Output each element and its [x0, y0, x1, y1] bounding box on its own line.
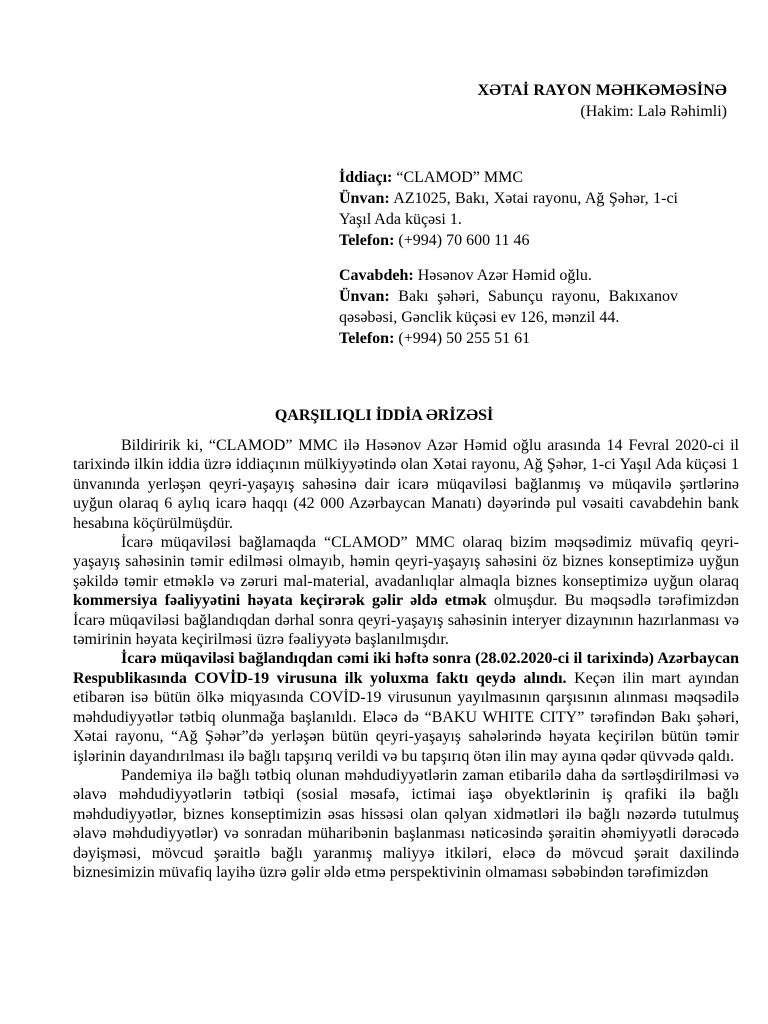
plaintiff-name-line [339, 167, 678, 188]
plaintiff-address-label: Ünvan: [339, 190, 390, 207]
judge-name: (Hakim: Lalə Rəhimli) [580, 103, 727, 120]
court-header [478, 80, 728, 122]
plaintiff-address-line [339, 188, 678, 230]
court-name: XƏTAİ RAYON MƏHKƏMƏSİNƏ [477, 82, 727, 99]
defendant-name: Həsənov Azər Həmid oğlu. [413, 267, 592, 284]
defendant-address: Bakı şəhəri, Sabunçu rayonu, Bakıxanov qəsəbəsi, Gənclik küçəsi ev 126, mənzil 44. [339, 288, 678, 326]
plaintiff-address: AZ1025, Bakı, Xətai rayonu, Ağ Şəhər, 1-ci Yaşıl Ada küçəsi 1. [339, 190, 678, 228]
paragraph-3-emphasis: İcarə müqaviləsi bağlandıqdan cəmi iki həftə sonra (28.02.2020-ci il tarixində) Azərbaycan Respublikasında COVİD-19 virusuna ilk yoluxma faktı qeydə alındı. [73, 650, 739, 687]
defendant-phone: (+994) 50 255 51 61 [394, 330, 531, 347]
defendant-name-line [339, 265, 678, 286]
paragraph-2-text-b: olmuşdur. Bu məqsədlə tərəfimizdən İcarə müqaviləsi bağlandıqdan dərhal sonra qeyri-yaşayış sahəsinin interyer dizaynının hazırlanması və təmirinin həyata keçirilməsi üzrə fəaliyyətə başlanılmışdır. [73, 592, 740, 649]
plaintiff-label: İddiaçı: [339, 169, 393, 186]
paragraph-4: Pandemiya ilə bağlı tətbiq olunan məhdudiyyətlərin zaman etibarilə daha da sərtləşdirilməsi və əlavə məhdudiyyətlərin tətbiqi (sosial məsafə, ictimai iaşə obyektlərinin iş qrafiki ilə bağlı məhdudiyyətlər, biznes konseptimizin əsas hissəsi olan qəlyan xidmətləri ilə bağlı nəzərdə tutulmuş əlavə məhdudiyyətlər) və sonradan müharibənin başlanması nəticəsində şəraitin əhəmiyyətli dərəcədə dəyişməsi, mövcud şəraitlə bağlı yaranmış maliyyə itkiləri, eləcə də mövcud şərait daxilində biznesimizin müvafiq layihə üzrə gəlir əldə etmə perspektivinin olmaması səbəbindən tərəfimizdən [73, 766, 739, 881]
defendant-address-line [339, 286, 678, 328]
defendant-phone-line [339, 328, 678, 349]
paragraph-2-text-a: İcarə müqaviləsi bağlamaqda “CLAMOD” MMC olaraq bizim məqsədimiz müvafiq qeyri-yaşayış sahəsinin təmir edilməsi olmayıb, həmin qeyri-yaşayış sahəsini öz biznes konseptimizə uyğun şəkildə təmir etməklə və zəruri mal-material, avadanlıqlar almaqla biznes konseptimizə uyğun olaraq [73, 534, 739, 590]
defendant-label: Cavabdeh: [339, 267, 414, 284]
plaintiff-phone: (+994) 70 600 11 46 [394, 232, 530, 249]
plaintiff-phone-label: Telefon: [339, 232, 395, 249]
paragraph-3-text: Keçən ilin mart ayından etibarən isə bütün ölkə miqyasında COVİD-19 virusunun yayılmasının qarşısının alınması məqsədilə məhdudiyyətlər tətbiq olunmağa başlanıldı. Eləcə də “BAKU WHITE CITY” tərəfindən Bakı şəhəri, Xətai rayonu, “Ağ Şəhər”də yerləşən bütün qeyri-yaşayış sahələrində həyata keçirilən bütün təmir işlərinin dayandırılması ilə bağlı tapşırıq verildi və bu tapşırıq ötən ilin may ayına qədər qüvvədə qaldı. [73, 669, 740, 765]
document-body [73, 436, 739, 882]
plaintiff-phone-line [339, 230, 678, 251]
document-title: QARŞILIQLI İDDİA ƏRİZƏSİ [274, 407, 494, 424]
plaintiff-block [339, 167, 678, 251]
defendant-address-label: Ünvan: [339, 288, 390, 305]
paragraph-1: Bildiririk ki, “CLAMOD” MMC ilə Həsənov Azər Həmid oğlu arasında 14 Fevral 2020-ci il tarixində ilkin iddia üzrə iddiaçının mülkiyyətində olan Xətai rayonu, Ağ Şəhər, 1-ci Yaşıl Ada küçəsi 1 ünvanında yerləşən qeyri-yaşayış sahəsinə dair icarə müqaviləsi bağlanmış və müqavilə şərtlərinə uyğun olaraq 6 aylıq icarə haqqı (42 000 Azərbaycan Manatı) dəyərində pul vəsaiti cavabdehin bank hesabına köçürülmüşdür. [73, 437, 739, 532]
paragraph-2 [73, 533, 739, 649]
defendant-phone-label: Telefon: [339, 330, 395, 347]
plaintiff-name: “CLAMOD” MMC [392, 169, 524, 186]
defendant-block [339, 265, 678, 349]
paragraph-2-emphasis: kommersiya fəaliyyətini həyata keçirərək gəlir əldə etmək [73, 592, 487, 610]
paragraph-3 [73, 649, 739, 765]
